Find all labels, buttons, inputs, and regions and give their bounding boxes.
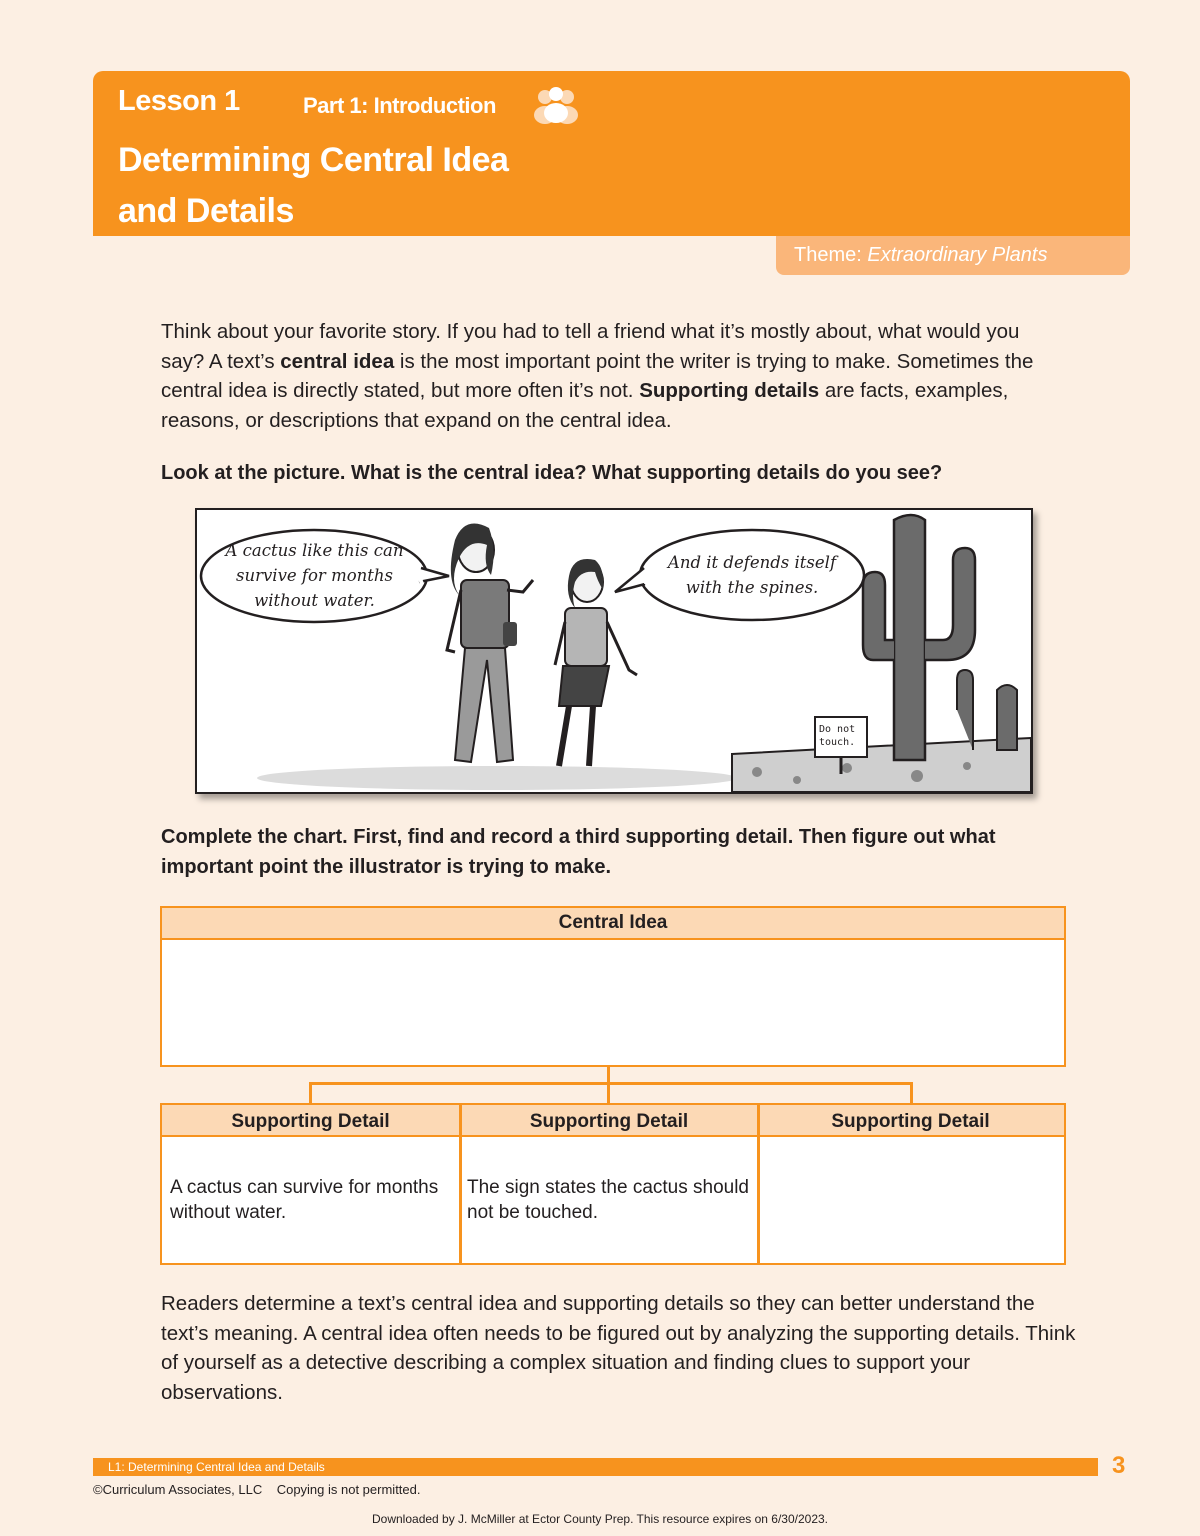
central-idea-box xyxy=(160,906,1066,1067)
lesson-number: Lesson 1 xyxy=(118,85,240,117)
theme-tab xyxy=(776,236,1130,275)
connector-right xyxy=(910,1082,913,1103)
lesson-title-line2: and Details xyxy=(118,192,294,230)
term-supporting-details: Supporting details xyxy=(639,379,820,402)
connector-stem xyxy=(607,1066,610,1083)
detail-text-1: A cactus can survive for months without water. xyxy=(170,1177,439,1223)
comic-illustration xyxy=(195,508,1033,794)
theme-value: Extraordinary Plants xyxy=(867,244,1048,266)
lesson-banner xyxy=(93,71,1130,236)
term-central-idea: central idea xyxy=(280,349,395,373)
lesson-title-line1: Determining Central Idea xyxy=(118,141,509,179)
part-label: Part 1: Introduction xyxy=(303,93,496,118)
chart-prompt: Complete the chart. First, find and record a third supporting detail. Then figure out what important point the illustrator is trying to make. xyxy=(161,826,996,878)
speech-bubble-girl: And it defends itself with the spines. xyxy=(667,553,837,597)
group-people-icon xyxy=(533,85,579,125)
closing-paragraph: Readers determine a text’s central idea and supporting details so they can better understand the text’s meaning. A central idea often needs to be figured out by analyzing the supporting details. Think of yourself as a detective describing a complex situation and finding clues to support your observations. xyxy=(161,1292,1076,1404)
picture-prompt: Look at the picture. What is the central idea? What supporting details do you see? xyxy=(161,462,943,484)
download-notice: Downloaded by J. McMiller at Ector County Prep. This resource expires on 6/30/2023. xyxy=(372,1512,828,1526)
connector-left xyxy=(309,1082,312,1103)
detail-header-1: Supporting Detail xyxy=(231,1111,390,1132)
detail-header-2: Supporting Detail xyxy=(529,1111,689,1132)
detail-text-2: The sign states the cactus should not be touched. xyxy=(467,1177,749,1223)
page-number: 3 xyxy=(1112,1452,1126,1479)
intro-text-2: is the most important point the writer is trying to make. Sometimes the central idea is directly stated, but more often it’s not. xyxy=(161,349,1034,402)
footer-bar xyxy=(93,1458,1098,1476)
supporting-details-box xyxy=(160,1103,1066,1265)
do-not-touch-sign: Do not touch. xyxy=(819,724,856,748)
lesson-title xyxy=(118,135,508,237)
intro-text-3: are facts, examples, reasons, or descriptions that expand on the central idea. xyxy=(161,379,1009,432)
connector-middle xyxy=(607,1082,610,1103)
copyright-notice: ©Curriculum Associates, LLC Copying is not permitted. xyxy=(93,1482,421,1497)
central-idea-header: Central Idea xyxy=(162,908,1064,940)
connector-bar xyxy=(309,1082,913,1085)
intro-text-1: Think about your favorite story. If you had to tell a friend what it’s mostly about, what would you say? A text’s xyxy=(161,320,1020,373)
footer-lesson-label: L1: Determining Central Idea and Details xyxy=(108,1460,325,1474)
speech-bubble-woman: A cactus like this can survive for months without water. xyxy=(225,541,404,610)
intro-paragraph xyxy=(161,317,1061,435)
theme-label: Theme: xyxy=(794,244,862,266)
detail-header-3: Supporting Detail xyxy=(831,1111,990,1132)
